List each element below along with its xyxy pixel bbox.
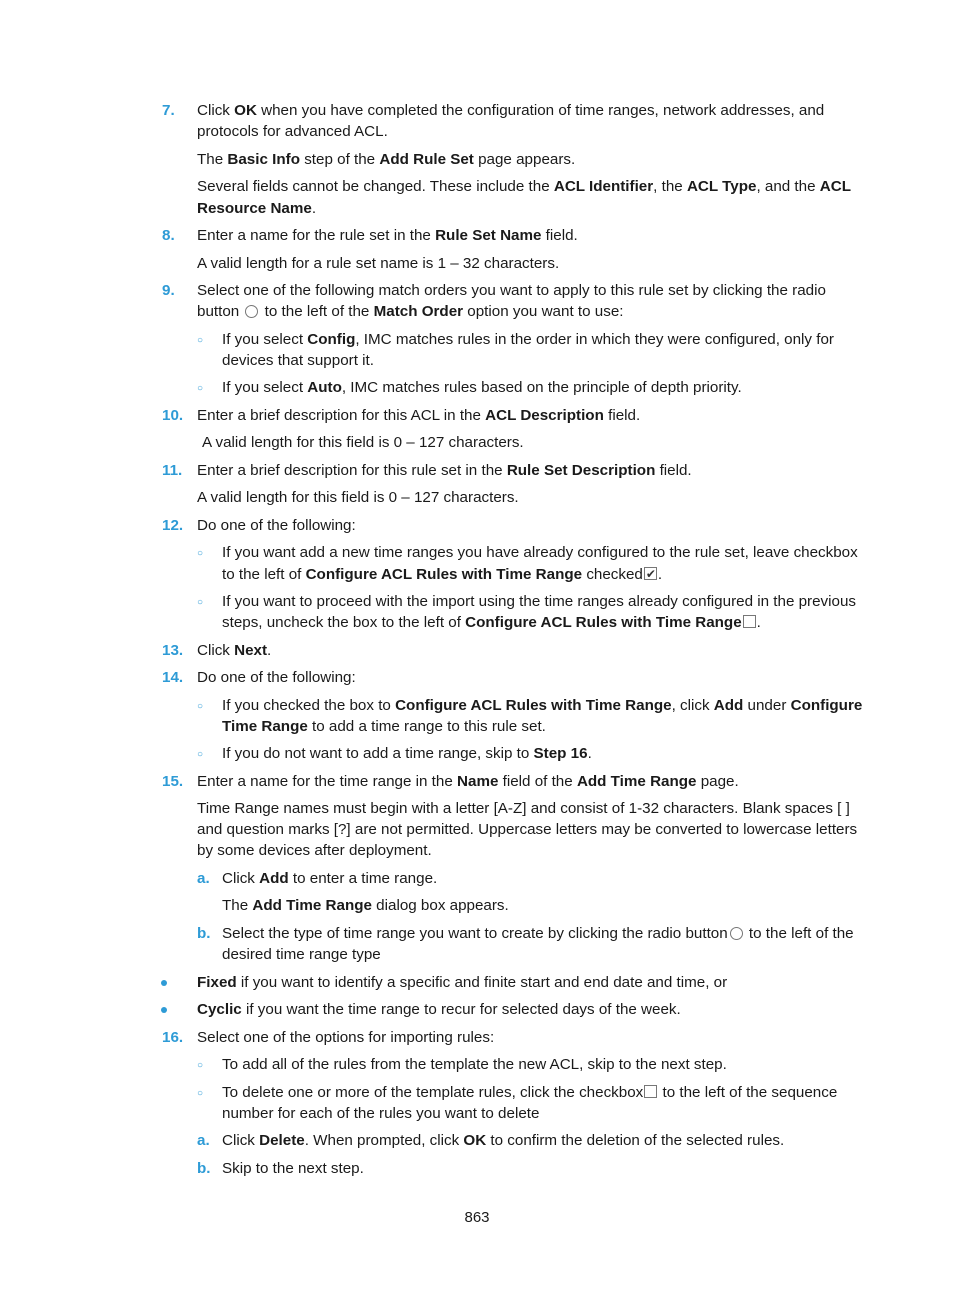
substep-label: b. (197, 1160, 211, 1177)
text-run: If you select (222, 331, 308, 348)
text-run: page. (696, 773, 739, 790)
text-run: number for each of the rules you want to delete (222, 1105, 540, 1122)
text-run: A valid length for this field is 0 – 127 characters. (202, 434, 524, 451)
text-run: Click (222, 870, 260, 887)
text-run: to the left of the (260, 303, 374, 320)
step-number: 14. (162, 669, 184, 686)
text-run: Do one of the following: (197, 517, 356, 534)
paragraph (202, 432, 524, 453)
text-run: A valid length for a rule set name is 1 – 32 characters. (197, 255, 560, 272)
step-text (197, 121, 388, 142)
text-run: and question marks [?] are not permitted. Uppercase letters may be converted to lowercase letters (197, 821, 858, 838)
text-run: , the (653, 178, 687, 195)
text-run: Skip to the next step. (222, 1160, 364, 1177)
step-number: 13. (162, 642, 184, 659)
text-run: Select one of the following match orders you want to apply to this rule set by clicking the radio (197, 282, 826, 299)
step-text (197, 640, 271, 661)
text-run: Select the type of time range you want to create by clicking the radio button (222, 925, 728, 942)
text-run: to add a time range to this rule set. (307, 718, 546, 735)
text-run: checked (582, 566, 643, 583)
bold-term: Add Rule Set (379, 151, 474, 168)
list-item (222, 695, 862, 716)
hollow-circle-bullet-icon: ○ (197, 1060, 204, 1071)
text-run: . (756, 614, 761, 631)
text-run: Click (197, 102, 235, 119)
list-item (222, 564, 662, 585)
bold-term: Rule Set Name (435, 227, 542, 244)
substep-text (222, 944, 381, 965)
hollow-circle-bullet-icon: ○ (197, 548, 204, 559)
bold-term: Configure (790, 697, 863, 714)
text-run: when you have completed the configuration of time ranges, network addresses, and (256, 102, 825, 119)
hollow-circle-bullet-icon: ○ (197, 335, 204, 346)
text-run: protocols for advanced ACL. (197, 123, 388, 140)
hollow-circle-bullet-icon: ○ (197, 597, 204, 608)
text-run: to confirm the deletion of the selected rules. (486, 1132, 785, 1149)
checked-checkbox-icon (644, 567, 657, 580)
list-item (222, 743, 592, 764)
bold-term: Next (234, 642, 268, 659)
step-number: 15. (162, 773, 184, 790)
text-run: , IMC matches rules based on the principle of depth priority. (341, 379, 742, 396)
step-text (197, 515, 356, 536)
list-item (197, 999, 681, 1020)
bold-term: Delete (259, 1132, 305, 1149)
text-run: if you want to identify a specific and finite start and end date and time, or (236, 974, 728, 991)
step-text (197, 100, 824, 121)
text-run: Enter a brief description for this ACL in the (197, 407, 486, 424)
bold-term: Name (457, 773, 499, 790)
bold-term: Basic Info (227, 151, 300, 168)
paragraph (197, 487, 519, 508)
text-run: to the left of (222, 566, 306, 583)
step-text (197, 667, 356, 688)
text-run: to enter a time range. (288, 870, 438, 887)
text-run: To delete one or more of the template rules, click the checkbox (222, 1084, 644, 1101)
bold-term: OK (463, 1132, 487, 1149)
text-run: . (267, 642, 272, 659)
list-item (222, 542, 858, 563)
text-run: field of the (498, 773, 577, 790)
step-number: 11. (162, 462, 183, 479)
list-item (222, 1082, 837, 1103)
paragraph (222, 895, 509, 916)
bold-term: Cyclic (197, 1001, 242, 1018)
step-number: 8. (162, 227, 175, 244)
hollow-circle-bullet-icon: ○ (197, 701, 204, 712)
step-text (197, 301, 623, 322)
list-item (222, 591, 856, 612)
substep-text (222, 923, 854, 944)
text-run: If you do not want to add a time range, skip to (222, 745, 534, 762)
text-run: Select one of the options for importing rules: (197, 1029, 495, 1046)
radio-button-icon (245, 305, 258, 318)
text-run: If you want to proceed with the import using the time ranges already configured in the previous (222, 593, 857, 610)
text-run: if you want the time range to recur for selected days of the week. (241, 1001, 681, 1018)
paragraph (197, 253, 559, 274)
text-run: button (197, 303, 244, 320)
text-run: field. (655, 462, 692, 479)
paragraph (197, 819, 857, 840)
hollow-circle-bullet-icon: ○ (197, 1088, 204, 1099)
text-run: , IMC matches rules in the order in which they were configured, only for (355, 331, 834, 348)
text-run: To add all of the rules from the template the new ACL, skip to the next step. (222, 1056, 727, 1073)
paragraph (197, 798, 850, 819)
text-run: dialog box appears. (371, 897, 509, 914)
text-run: , and the (756, 178, 820, 195)
substep-text (222, 1158, 364, 1179)
list-item (222, 1054, 727, 1075)
text-run: page appears. (473, 151, 576, 168)
step-number: 16. (162, 1029, 184, 1046)
bold-term: Add Time Range (576, 773, 697, 790)
text-run: Time Range names must begin with a letter [A-Z] and consist of 1-32 characters. Blank spaces [ ] (197, 800, 850, 817)
bold-term: Time Range (222, 718, 308, 735)
text-run: , click (671, 697, 714, 714)
bullet-dot-icon (161, 980, 167, 986)
substep-text (222, 1130, 784, 1151)
bold-term: Config (307, 331, 356, 348)
substep-label: b. (197, 925, 211, 942)
step-number: 10. (162, 407, 184, 424)
text-run: The (197, 151, 228, 168)
bold-term: Add Time Range (252, 897, 372, 914)
bold-term: ACL Identifier (553, 178, 654, 195)
substep-label: a. (197, 1132, 210, 1149)
page-number: 863 (464, 1209, 490, 1226)
substep-text (222, 868, 437, 889)
bold-term: Resource Name (197, 200, 312, 217)
list-item (197, 972, 727, 993)
step-number: 7. (162, 102, 175, 119)
text-run: Enter a name for the rule set in the (197, 227, 436, 244)
list-item (222, 329, 834, 350)
radio-button-icon (730, 927, 743, 940)
list-item (222, 1103, 539, 1124)
text-run: The (222, 897, 253, 914)
bold-term: ACL (819, 178, 851, 195)
text-run: to the left of the (744, 925, 854, 942)
bold-term: Match Order (373, 303, 464, 320)
bold-term: Configure ACL Rules with Time Range (395, 697, 672, 714)
text-run: . When prompted, click (304, 1132, 464, 1149)
bold-term: Configure ACL Rules with Time Range (305, 566, 583, 583)
step-text (197, 771, 739, 792)
step-number: 12. (162, 517, 184, 534)
text-run: steps, uncheck the box to the left of (222, 614, 466, 631)
bold-term: Configure ACL Rules with Time Range (465, 614, 742, 631)
text-run: to the left of the sequence (658, 1084, 838, 1101)
text-run: step of the (299, 151, 380, 168)
hollow-circle-bullet-icon: ○ (197, 749, 204, 760)
bold-term: Step 16 (533, 745, 588, 762)
text-run: option you want to use: (463, 303, 624, 320)
checkbox-icon (743, 615, 756, 628)
text-run: . (587, 745, 592, 762)
list-item (222, 377, 742, 398)
substep-label: a. (197, 870, 210, 887)
bullet-dot-icon (161, 1007, 167, 1013)
list-item (222, 716, 546, 737)
text-run: field. (541, 227, 578, 244)
text-run: Do one of the following: (197, 669, 356, 686)
bold-term: ACL Description (485, 407, 604, 424)
hollow-circle-bullet-icon: ○ (197, 383, 204, 394)
text-run: Click (222, 1132, 260, 1149)
text-run: Several fields cannot be changed. These include the (197, 178, 554, 195)
bold-term: Auto (307, 379, 342, 396)
text-run: Enter a brief description for this rule set in the (197, 462, 507, 479)
text-run: desired time range type (222, 946, 381, 963)
list-item (222, 350, 374, 371)
list-item (222, 612, 761, 633)
text-run: by some devices after deployment. (197, 842, 432, 859)
text-run: Click (197, 642, 235, 659)
text-run: If you select (222, 379, 308, 396)
step-text (197, 225, 578, 246)
text-run: A valid length for this field is 0 – 127 characters. (197, 489, 519, 506)
bold-term: Rule Set Description (506, 462, 656, 479)
step-text (197, 460, 692, 481)
text-run: field. (603, 407, 641, 424)
text-run: . (311, 200, 317, 217)
paragraph (197, 149, 575, 170)
text-run: under (743, 697, 791, 714)
step-number: 9. (162, 282, 175, 299)
step-text (197, 1027, 494, 1048)
text-run: devices that support it. (222, 352, 374, 369)
text-run: If you want add a new time ranges you have already configured to the rule set, leave checkbox (222, 544, 858, 561)
bold-term: Add (259, 870, 289, 887)
bold-term: ACL Type (686, 178, 757, 195)
bold-term: Fixed (197, 974, 237, 991)
bold-term: Add (713, 697, 744, 714)
paragraph (197, 198, 316, 219)
step-text (197, 405, 640, 426)
text-run: If you checked the box to (222, 697, 396, 714)
step-text (197, 280, 826, 301)
checkbox-icon (644, 1085, 657, 1098)
paragraph (197, 176, 851, 197)
text-run: . (657, 566, 663, 583)
text-run: Enter a name for the time range in the (197, 773, 458, 790)
paragraph (197, 840, 432, 861)
bold-term: OK (234, 102, 257, 119)
